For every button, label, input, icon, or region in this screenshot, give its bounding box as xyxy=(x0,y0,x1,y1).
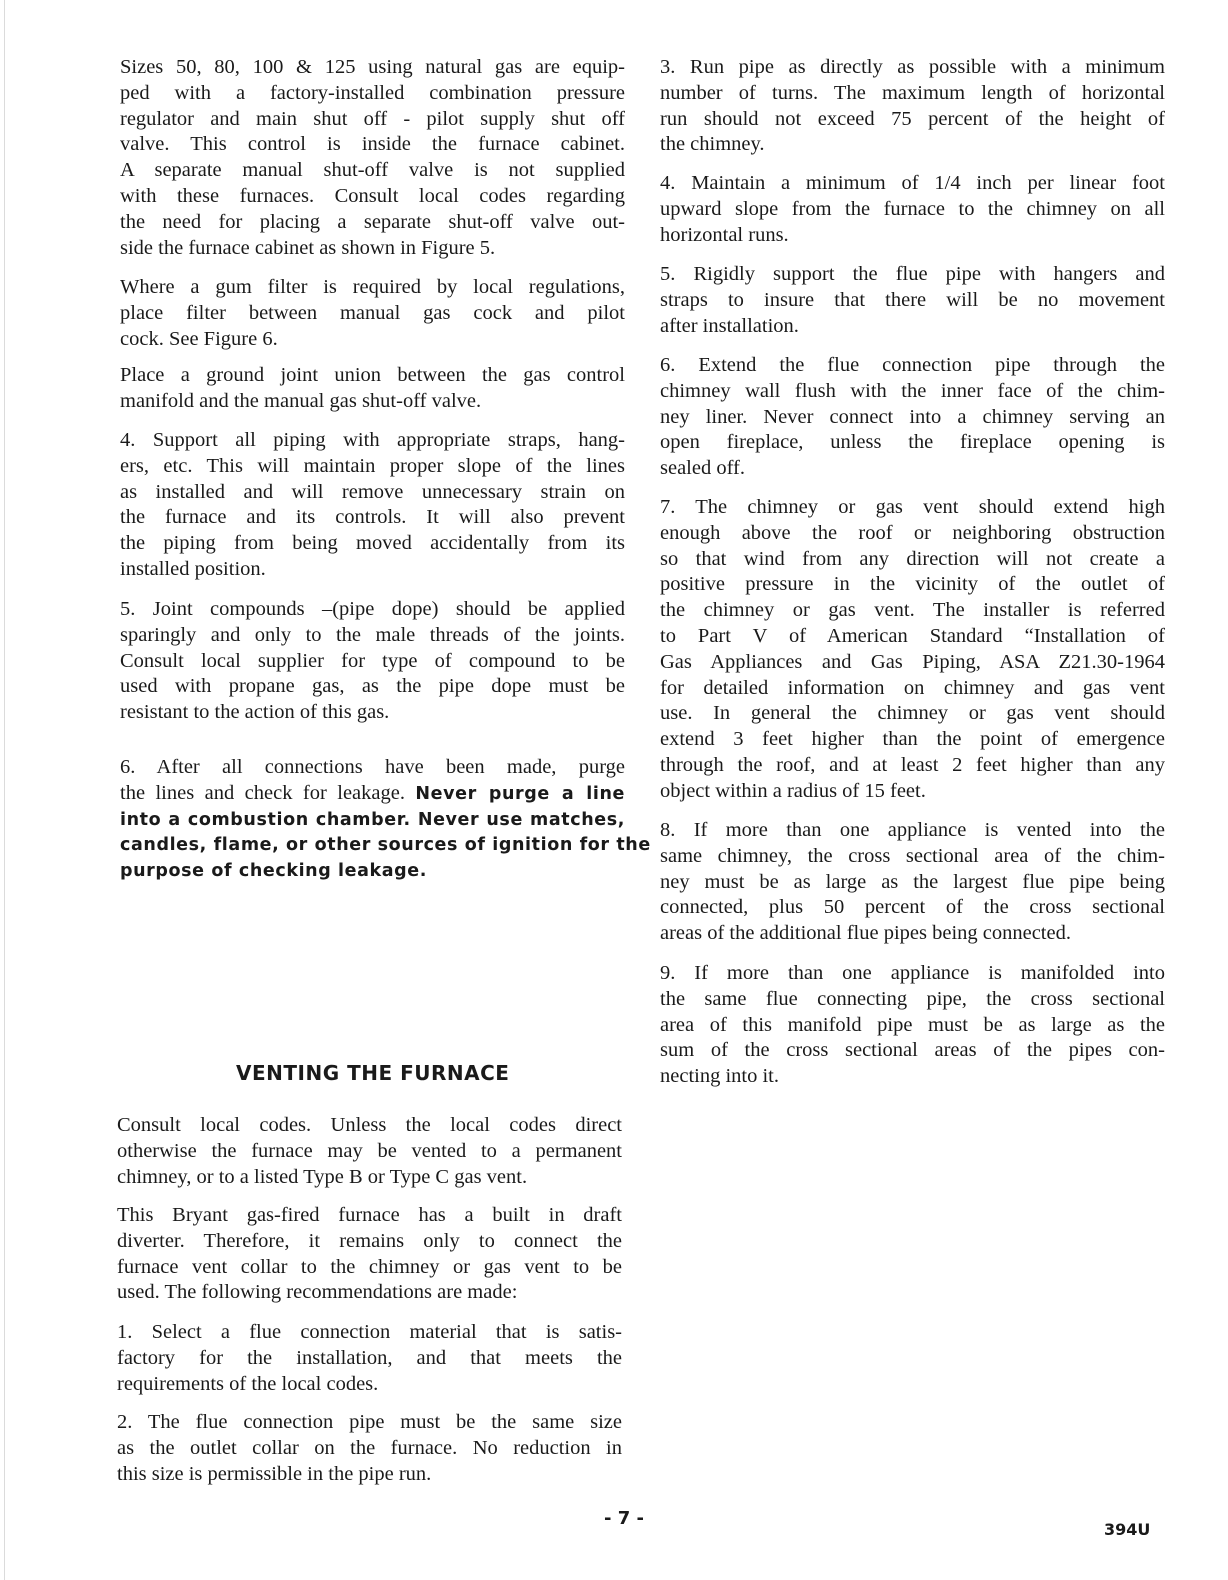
paragraph xyxy=(660,961,1165,1090)
paragraph xyxy=(117,1203,622,1306)
text-line: Consult local codes. Unless the local codes direct xyxy=(117,1114,622,1136)
text-line: the need for placing a separate shut-off valve out- xyxy=(120,210,625,233)
text-line: Consult local supplier for type of compound to be xyxy=(120,649,625,672)
text-line: the same flue connecting pipe, the cross sectional xyxy=(660,987,1165,1010)
warning-text: purpose of checking leakage. xyxy=(120,861,428,882)
text-line: furnace vent collar to the chimney or gas vent to be xyxy=(117,1255,622,1278)
text-line: extend 3 feet higher than the point of emergence xyxy=(660,728,1165,751)
text-line: diverter. Therefore, it remains only to connect the xyxy=(117,1229,622,1252)
text-line: straps to insure that there will be no movement xyxy=(660,288,1165,311)
text-line: manifold and the manual gas shut-off valve. xyxy=(120,389,482,412)
text-line: to Part V of American Standard “Installation of xyxy=(660,624,1165,647)
text-line: 3. Run pipe as directly as possible with a minimum xyxy=(660,56,1165,78)
text-line: after installation. xyxy=(660,314,799,337)
text-line: so that wind from any direction will not create a xyxy=(660,547,1165,570)
text-line: cock. See Figure 6. xyxy=(120,327,278,350)
text-line: 7. The chimney or gas vent should extend high xyxy=(660,496,1165,518)
paragraph xyxy=(120,55,625,261)
text-line: sparingly and only to the male threads of the joints. xyxy=(120,623,625,646)
text-line xyxy=(120,807,625,833)
paragraph xyxy=(660,171,1165,248)
text-line: factory for the installation, and that meets the xyxy=(117,1346,622,1369)
text-line xyxy=(120,755,625,781)
text-line: otherwise the furnace may be vented to a permanent xyxy=(117,1139,622,1162)
text-line: connected, plus 50 percent of the cross sectional xyxy=(660,896,1165,919)
text-line: 4. Support all piping with appropriate straps, hang- xyxy=(120,429,625,451)
paragraph xyxy=(660,818,1165,947)
text-line: side the furnace cabinet as shown in Figure 5. xyxy=(120,236,496,259)
paragraph xyxy=(120,428,625,583)
text-line: used with propane gas, as the pipe dope must be xyxy=(120,675,625,698)
text-line: same chimney, the cross sectional area of the chim- xyxy=(660,844,1165,867)
text-line: regulator and main shut off - pilot supply shut off xyxy=(120,107,625,130)
text-line: ers, etc. This will maintain proper slope of the lines xyxy=(120,454,625,477)
text-line: A separate manual shut-off valve is not supplied xyxy=(120,159,625,182)
warning-text: Never purge a line xyxy=(415,783,625,804)
paragraph xyxy=(120,755,651,884)
text-line: 1. Select a flue connection material that is satis- xyxy=(117,1321,622,1343)
text-line: necting into it. xyxy=(660,1065,779,1088)
text-line: for detailed information on chimney and gas vent xyxy=(660,676,1165,699)
text-line: requirements of the local codes. xyxy=(117,1372,379,1395)
text-line: valve. This control is inside the furnace cabinet. xyxy=(120,133,625,156)
paragraph xyxy=(120,275,625,352)
page-number: - 7 - xyxy=(604,1508,644,1529)
text-line: with these furnaces. Consult local codes regarding xyxy=(120,184,625,207)
text-line: open fireplace, unless the fireplace opening is xyxy=(660,431,1165,454)
text-line: 8. If more than one appliance is vented into the xyxy=(660,819,1165,841)
text-line: chimney wall flush with the inner face of the chim- xyxy=(660,379,1165,402)
text-line: object within a radius of 15 feet. xyxy=(660,779,926,802)
text-line xyxy=(120,832,651,858)
text-line: the chimney or gas vent. The installer is referred xyxy=(660,599,1165,622)
text-line: chimney, or to a listed Type B or Type C gas vent. xyxy=(117,1165,528,1188)
text-line: 2. The flue connection pipe must be the same size xyxy=(117,1411,622,1433)
warning-text: into a combustion chamber. Never use matches, xyxy=(120,809,625,830)
document-id: 394U xyxy=(1104,1520,1151,1539)
text-line: positive pressure in the vicinity of the outlet of xyxy=(660,573,1165,596)
section-heading: VENTING THE FURNACE xyxy=(236,1061,510,1085)
text-line: ney liner. Never connect into a chimney serving an xyxy=(660,405,1165,428)
text-line: as installed and will remove unnecessary strain on xyxy=(120,480,625,503)
text-line: ped with a factory-installed combination pressure xyxy=(120,81,625,104)
text-line: installed position. xyxy=(120,557,266,580)
text-line xyxy=(120,858,625,884)
text-line: the furnace and its controls. It will also prevent xyxy=(120,506,625,529)
text-line: as the outlet collar on the furnace. No reduction in xyxy=(117,1436,622,1459)
text-line: the chimney. xyxy=(660,133,765,156)
warning-text: candles, flame, or other sources of ignition for the xyxy=(120,835,651,856)
text-line: ney must be as large as the largest flue pipe being xyxy=(660,870,1165,893)
paragraph xyxy=(660,55,1165,158)
text-line: horizontal runs. xyxy=(660,223,789,246)
text-line: used. The following recommendations are made: xyxy=(117,1281,518,1304)
paragraph xyxy=(660,353,1165,482)
text-line: Sizes 50, 80, 100 & 125 using natural gas are equip- xyxy=(120,56,625,78)
paragraph xyxy=(120,363,625,415)
text-line: 4. Maintain a minimum of 1/4 inch per linear foot xyxy=(660,172,1165,194)
paragraph xyxy=(660,262,1165,339)
text-line: sum of the cross sectional areas of the pipes con- xyxy=(660,1039,1165,1062)
text-line: 5. Joint compounds –(pipe dope) should be applied xyxy=(120,598,625,620)
text-line: 9. If more than one appliance is manifolded into xyxy=(660,962,1165,984)
text-line: Where a gum filter is required by local regulations, xyxy=(120,276,625,298)
text-line: resistant to the action of this gas. xyxy=(120,701,390,724)
text-line xyxy=(120,781,625,807)
paragraph xyxy=(660,495,1165,805)
text-line: areas of the additional flue pipes being connected. xyxy=(660,922,1071,945)
text-line: the piping from being moved accidentally from its xyxy=(120,532,625,555)
paragraph xyxy=(117,1113,622,1190)
text-line: area of this manifold pipe must be as large as the xyxy=(660,1013,1165,1036)
paragraph xyxy=(117,1320,622,1397)
text-line: run should not exceed 75 percent of the height of xyxy=(660,107,1165,130)
text-line: Gas Appliances and Gas Piping, ASA Z21.30-1964 xyxy=(660,650,1165,673)
text-line: place filter between manual gas cock and pilot xyxy=(120,301,625,324)
text-line: sealed off. xyxy=(660,457,746,480)
text-line: this size is permissible in the pipe run. xyxy=(117,1462,432,1485)
text-line: number of turns. The maximum length of horizontal xyxy=(660,81,1165,104)
text-segment: the lines and check for leakage. xyxy=(120,781,416,804)
text-line: upward slope from the furnace to the chimney on all xyxy=(660,197,1165,220)
text-line: Place a ground joint union between the gas control xyxy=(120,364,625,386)
text-line: through the roof, and at least 2 feet higher than any xyxy=(660,753,1165,776)
text-line: This Bryant gas-fired furnace has a built in draft xyxy=(117,1204,622,1226)
paragraph xyxy=(117,1410,622,1487)
text-line: enough above the roof or neighboring obstruction xyxy=(660,521,1165,544)
text-segment: 6. After all connections have been made, purge xyxy=(120,756,625,778)
paragraph xyxy=(120,597,625,726)
text-line: 5. Rigidly support the flue pipe with hangers and xyxy=(660,263,1165,285)
scan-edge xyxy=(4,0,5,1580)
text-line: use. In general the chimney or gas vent should xyxy=(660,702,1165,725)
text-line: 6. Extend the flue connection pipe through the xyxy=(660,354,1165,376)
